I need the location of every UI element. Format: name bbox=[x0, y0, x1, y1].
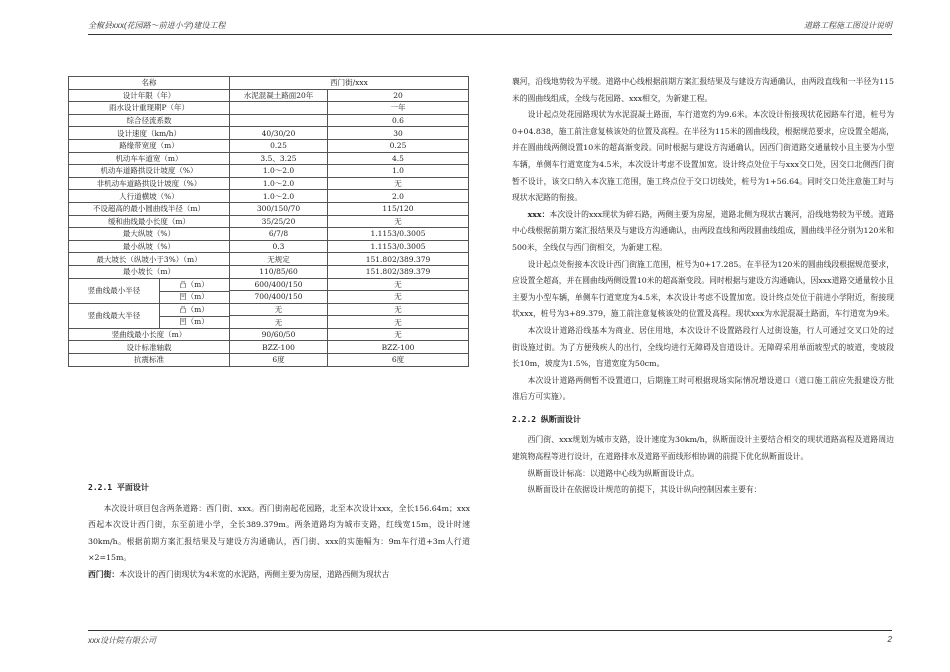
page-number: 2 bbox=[887, 635, 892, 644]
table-cell: 无 bbox=[328, 177, 469, 190]
table-cell: 无 bbox=[328, 291, 469, 304]
table-cell: 非机动车道路拱设计坡度（%） bbox=[69, 177, 230, 190]
table-cell: 最大坡长（纵坡小于3%）（m） bbox=[69, 253, 230, 266]
table-cell: 无 bbox=[328, 215, 469, 228]
page-footer bbox=[88, 630, 892, 651]
table-row bbox=[69, 202, 469, 215]
table-cell: 0.25 bbox=[230, 139, 328, 152]
table-cell: BZZ-100 bbox=[230, 341, 328, 354]
table-cell: 无 bbox=[328, 303, 469, 316]
table-row bbox=[69, 152, 469, 165]
table-cell: 110/85/60 bbox=[230, 265, 328, 278]
table-cell: 人行道横坡（%） bbox=[69, 190, 230, 203]
table-cell: 30 bbox=[328, 127, 469, 140]
table-cell: 最小纵坡（%） bbox=[69, 240, 230, 253]
table-cell: 90/60/50 bbox=[230, 328, 328, 341]
table-cell: 设计速度（km/h） bbox=[69, 127, 230, 140]
bold-label: xxx： bbox=[527, 209, 550, 219]
paragraph: 纵断面设计在依据设计规范的前提下，其设计纵向控制因素主要有： bbox=[527, 485, 762, 495]
bold-label: 西门街： bbox=[88, 569, 120, 579]
table-cell bbox=[230, 102, 328, 115]
table-row bbox=[69, 127, 469, 140]
section-heading-profile: 2.2.2 纵断面设计 bbox=[512, 414, 581, 424]
paragraph: 西门街、xxx规划为城市支路，设计速度为30km/h，纵断面设计主要结合相交的现状道路高程及道路周边建筑物高程等进行设计，在道路排水及道路平面线形相协调的前提下优化纵断面设计。 bbox=[512, 435, 894, 462]
table-row bbox=[69, 102, 469, 115]
table-row bbox=[69, 240, 469, 253]
table-cell: 路缘带宽度（m） bbox=[69, 139, 230, 152]
table-cell bbox=[230, 114, 328, 127]
table-cell: 抗震标准 bbox=[69, 354, 230, 367]
table-cell: 35/25/20 bbox=[230, 215, 328, 228]
table-row bbox=[69, 190, 469, 203]
table-cell: 无 bbox=[328, 316, 469, 329]
table-cell: 无规定 bbox=[230, 253, 328, 266]
table-cell: 无 bbox=[328, 278, 469, 291]
design-standards-table bbox=[68, 76, 469, 367]
paragraph-text: 本次设计的西门街现状为4米宽的水泥路，两侧主要为房屋，道路西侧为现状古 bbox=[119, 569, 390, 579]
table-cell: 6度 bbox=[328, 354, 469, 367]
table-cell: 115/120 bbox=[328, 202, 469, 215]
table-row bbox=[69, 139, 469, 152]
table-cell: 0.25 bbox=[328, 139, 469, 152]
paragraph: 襄河，沿线地势较为平缓。道路中心线根据前期方案汇报结果及与建设方沟通确认，由两段直线和一半径为115米的圆曲线组成，全线与花园路、xxx相交，为新建工程。 bbox=[512, 77, 894, 103]
paragraph: 本次设计道路沿线基本为商业、居住用地，本次设计不设置路段行人过街设施，行人可通过交叉口处的过街设施过街。为了方便残疾人的出行，全线均进行无障碍及盲道设计。无障碍采用单面坡型式的坡道，变坡段长10m，坡度为1.5%，盲道宽度为50cm。 bbox=[512, 325, 894, 369]
table-row bbox=[69, 215, 469, 228]
table-cell: 300/150/70 bbox=[230, 202, 328, 215]
table-row bbox=[69, 303, 469, 316]
table-cell bbox=[69, 77, 230, 90]
paragraph: 本次设计道路两侧暂不设置道口，后期施工时可根据现场实际情况增设道口（道口施工前应先报建设方批准后方可实施）。 bbox=[512, 375, 894, 402]
table-cell: 无 bbox=[328, 328, 469, 341]
table-row bbox=[69, 177, 469, 190]
table-row bbox=[69, 165, 469, 178]
table-cell: 最小坡长（m） bbox=[69, 265, 230, 278]
right-column-text bbox=[512, 74, 894, 499]
table-cell: 0.6 bbox=[328, 114, 469, 127]
table-cell: 机动车道路拱设计坡度（%） bbox=[69, 165, 230, 178]
table-cell: 600/400/150 bbox=[230, 278, 328, 291]
paragraph: 本次设计项目包含两条道路：西门街、xxx。西门街南起花园路，北至本次设计xxx，全长156.64m；xxx西起本次设计西门街，东至前进小学，全长389.379m。两条道路均为城市支路，红线宽15m，设计时速30km/h。根据前期方案汇报结果及与建设方沟通确认，西门街、xxx的实施幅为：9m车行道+3m人行道×2=15m。 bbox=[88, 503, 470, 563]
table-cell: 1.1153/0.3005 bbox=[328, 228, 469, 241]
table-row bbox=[69, 341, 469, 354]
table-row bbox=[69, 265, 469, 278]
table-header-row bbox=[69, 77, 469, 90]
table-cell: 40/30/20 bbox=[230, 127, 328, 140]
section-heading-plan: 2.2.1 平面设计 bbox=[88, 483, 149, 492]
table-cell: 2.0 bbox=[328, 190, 469, 203]
table-row bbox=[69, 278, 469, 291]
table-cell: 151.802/389.379 bbox=[328, 265, 469, 278]
table-cell: 无 bbox=[230, 303, 328, 316]
name-label: 名称 bbox=[141, 78, 157, 87]
table-cell: 3.5、3.25 bbox=[230, 152, 328, 165]
table-cell: 不设超高的最小圆曲线半径（m） bbox=[69, 202, 230, 215]
paragraph-text: 本次设计的xxx现状为碎石路，两侧主要为房屋，道路北侧为现状古襄河，沿线地势较为平缓。道路中心线根据前期方案汇报结果及与建设方沟通确认，由两段直线和两段圆曲线组成，圆曲线半径分别为120米和500米，全线仅与西门街相交，为新建工程。 bbox=[512, 209, 895, 252]
table-cell: 雨水设计重现期P（年） bbox=[69, 102, 230, 115]
table-cell: 西门街/xxx bbox=[230, 77, 469, 90]
paragraph bbox=[512, 207, 894, 257]
table-cell: 竖曲线最小长度（m） bbox=[69, 328, 230, 341]
table-cell: 1.0 bbox=[328, 165, 469, 178]
table-cell: 1.0～2.0 bbox=[230, 190, 328, 203]
left-column-text bbox=[88, 474, 470, 584]
table-row bbox=[69, 89, 469, 102]
table-cell: 一年 bbox=[328, 102, 469, 115]
table-cell bbox=[69, 278, 230, 303]
vertical-curve-label: 竖曲线最大半径 bbox=[69, 304, 160, 328]
table-cell: 700/400/150 bbox=[230, 291, 328, 304]
table-cell: 1.0～2.0 bbox=[230, 177, 328, 190]
table-cell: 水泥混凝土路面20年 bbox=[230, 89, 328, 102]
table-cell: 20 bbox=[328, 89, 469, 102]
footer-company: xxx设计院有限公司 bbox=[88, 636, 156, 645]
table-cell: 4.5 bbox=[328, 152, 469, 165]
table-cell: 0.3 bbox=[230, 240, 328, 253]
convex-label: 凸（m） bbox=[159, 279, 229, 292]
table-cell: 最大纵坡（%） bbox=[69, 228, 230, 241]
table-cell: 设计标准轴载 bbox=[69, 341, 230, 354]
table-row bbox=[69, 228, 469, 241]
header-project-title: 全椒县xxx(花园路～前进小学)建设工程 bbox=[88, 21, 226, 30]
table-cell: 缓和曲线最小长度（m） bbox=[69, 215, 230, 228]
page-header bbox=[88, 12, 892, 35]
header-document-title: 道路工程施工图设计说明 bbox=[804, 21, 892, 30]
table-row bbox=[69, 114, 469, 127]
table-cell: 机动车车道宽（m） bbox=[69, 152, 230, 165]
table-row bbox=[69, 328, 469, 341]
table-cell: 151.802/389.379 bbox=[328, 253, 469, 266]
table-cell: 6/7/8 bbox=[230, 228, 328, 241]
table-cell: BZZ-100 bbox=[328, 341, 469, 354]
table-row bbox=[69, 253, 469, 266]
table-cell: 6度 bbox=[230, 354, 328, 367]
vertical-curve-label: 竖曲线最小半径 bbox=[69, 279, 160, 303]
table-row bbox=[69, 354, 469, 367]
concave-label: 凹（m） bbox=[179, 317, 209, 327]
convex-label: 凸（m） bbox=[159, 304, 229, 317]
table-cell: 1.1153/0.3005 bbox=[328, 240, 469, 253]
table-cell: 无 bbox=[230, 316, 328, 329]
table-cell bbox=[69, 303, 230, 328]
table-cell: 1.0～2.0 bbox=[230, 165, 328, 178]
paragraph bbox=[88, 567, 470, 584]
table-cell: 综合径流系数 bbox=[69, 114, 230, 127]
paragraph: 设计起点处花园路现状为水泥混凝土路面，车行道宽约为9.6米。本次设计衔接现状花园路车行道，桩号为0+04.838，施工前注意复核该处的位置及高程。在半径为115米的圆曲线段，根据规范要求，应设置全超高，并在圆曲线两侧设置10米的超高渐变段。同时根据与建设方沟通确认，因西门街道路交通量较小且主要为小型车辆，单侧车行道宽度为4.5米，本次设计考虑不设置加宽。设计终点处位于与xxx交口处，因交口北侧西门街暂不设计，该交口纳入本次施工范围，施工终点位于交口切线处，桩号为1+56.64。同时交口处注意施工时与现状水泥路的衔接。 bbox=[512, 110, 894, 203]
table-cell: 设计年限（年） bbox=[69, 89, 230, 102]
paragraph: 设计起点处衔接本次设计西门街施工范围，桩号为0+17.285。在半径为120米的圆曲线段根据规范要求，应设置全超高，并在圆曲线两侧设置10米的超高渐变段。同时根据与建设方沟通确认，因xxx道路交通量较小且主要为小型车辆，单侧车行道宽度为4.5米，本次设计考虑不设置加宽。设计终点处位于前进小学附近，衔接现状xxx，桩号为3+89.379，施工前注意复核该处的位置及高程。现状xxx为水泥混凝土路面，车行道宽为9米。 bbox=[512, 259, 894, 319]
paragraph: 纵断面设计标高：以道路中心线为纵断面设计点。 bbox=[527, 468, 700, 478]
concave-label: 凹（m） bbox=[179, 292, 209, 302]
